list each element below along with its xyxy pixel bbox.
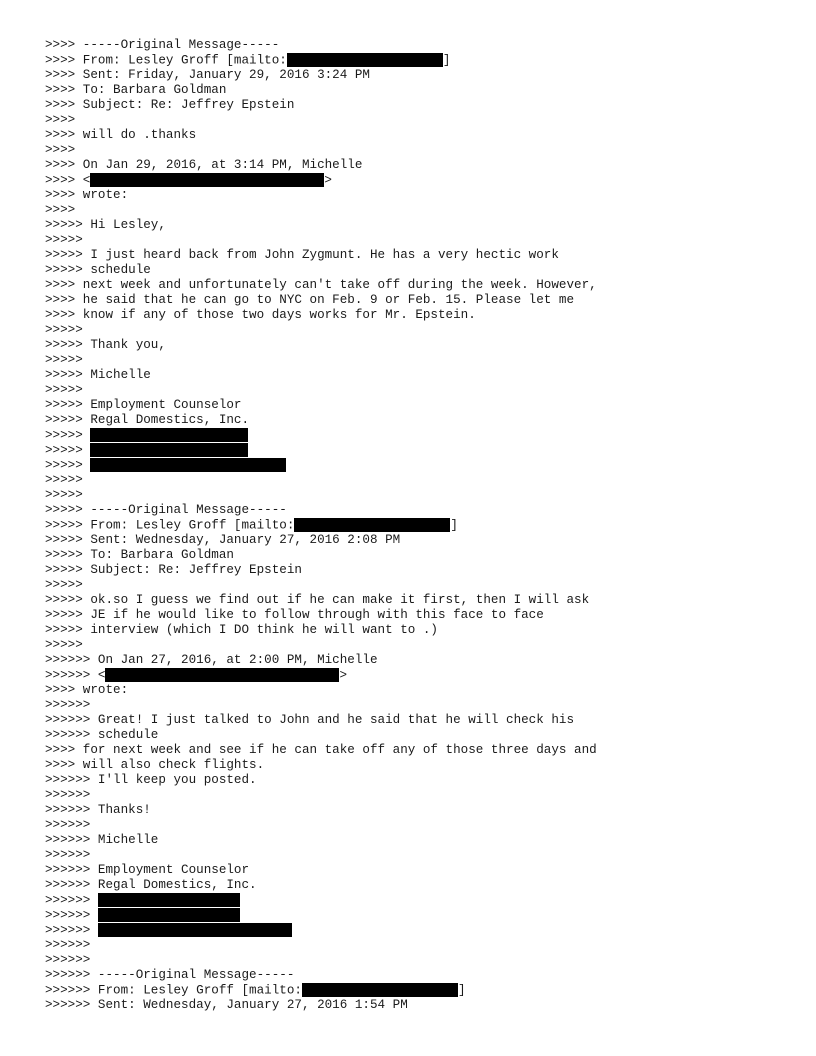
line-text: >>>>> ok.so I guess we find out if he can make it first, then I will ask [45,593,590,607]
email-line [45,848,785,863]
redaction-box [287,53,443,67]
redaction-box [98,923,292,937]
email-line [45,128,785,143]
email-line [45,203,785,218]
line-text: >>>>> Sent: Wednesday, January 27, 2016 2:08 PM [45,533,401,547]
line-text: >>>> -----Original Message----- [45,38,280,52]
email-line [45,113,785,128]
email-line [45,173,785,188]
line-text: >>>>>> [45,938,91,952]
line-text: >>>>> To: Barbara Goldman [45,548,234,562]
email-line [45,488,785,503]
line-text: >>>> To: Barbara Goldman [45,83,227,97]
email-line [45,758,785,773]
email-line [45,953,785,968]
email-line [45,353,785,368]
email-line [45,698,785,713]
email-line [45,518,785,533]
line-text: >>>>>> Thanks! [45,803,151,817]
email-line [45,713,785,728]
redaction-box [90,443,248,457]
line-text: >>>>>> [45,893,98,908]
line-text: > [339,668,348,683]
line-text: >>>> he said that he can go to NYC on Feb. 9 or Feb. 15. Please let me [45,293,575,307]
email-line [45,923,785,938]
email-line [45,233,785,248]
line-text: >>>>> Regal Domestics, Inc. [45,413,250,427]
email-line [45,788,785,803]
line-text: >>>> next week and unfortunately can't take off during the week. However, [45,278,597,292]
line-text: >>>>> [45,488,83,502]
line-text: > [324,173,332,188]
line-text: >>>>> [45,473,83,487]
redaction-box [90,458,286,472]
line-text: >>>>>> Sent: Wednesday, January 27, 2016 1:54 PM [45,998,408,1012]
line-text: >>>>> [45,443,91,458]
email-line [45,218,785,233]
email-line [45,833,785,848]
line-text: >>>>>> -----Original Message----- [45,968,295,982]
line-text: >>>>> [45,233,83,247]
email-line [45,638,785,653]
email-line [45,773,785,788]
line-text: >>>> will do .thanks [45,128,197,142]
redaction-box [294,518,450,532]
line-text: >>>>> From: Lesley Groff [mailto: [45,518,295,533]
line-text: >>>> Sent: Friday, January 29, 2016 3:24 PM [45,68,370,82]
email-line [45,368,785,383]
line-text: >>>>>> Employment Counselor [45,863,250,877]
email-line [45,908,785,923]
line-text: >>>>>> Great! I just talked to John and he said that he will check his [45,713,575,727]
line-text: >>>>>> [45,923,98,938]
email-line [45,38,785,53]
email-line [45,533,785,548]
line-text: >>>>>> From: Lesley Groff [mailto: [45,983,302,998]
line-text: >>>> [45,113,76,127]
email-line [45,878,785,893]
line-text: >>>>>> [45,788,91,802]
email-line [45,53,785,68]
line-text: >>>>>> schedule [45,728,159,742]
email-line [45,653,785,668]
email-line [45,443,785,458]
email-line [45,743,785,758]
email-line [45,143,785,158]
email-line [45,563,785,578]
line-text: >>>>>> Michelle [45,833,159,847]
email-thread [45,38,785,1013]
email-line [45,818,785,833]
line-text: >>>>> [45,353,83,367]
email-line [45,863,785,878]
email-line [45,983,785,998]
line-text: >>>> know if any of those two days works for Mr. Epstein. [45,308,476,322]
email-line [45,398,785,413]
line-text: >>>> wrote: [45,683,129,697]
email-line [45,608,785,623]
line-text: >>>> [45,143,76,157]
email-line [45,968,785,983]
redaction-box [90,428,248,442]
line-text: >>>>> Hi Lesley, [45,218,166,232]
line-text: >>>>>> Regal Domestics, Inc. [45,878,257,892]
email-line [45,548,785,563]
line-text: >>>>>> < [45,668,106,683]
email-line [45,83,785,98]
line-text: >>>> < [45,173,91,188]
email-line [45,308,785,323]
line-text: >>>>>> [45,818,91,832]
email-line [45,683,785,698]
line-text: >>>>> Michelle [45,368,151,382]
line-text: >>>>>> [45,848,91,862]
redaction-box [98,908,240,922]
line-text: >>>>> JE if he would like to follow through with this face to face [45,608,544,622]
line-text: >>>>> Subject: Re: Jeffrey Epstein [45,563,302,577]
email-line [45,938,785,953]
email-line [45,188,785,203]
line-text: >>>>>> On Jan 27, 2016, at 2:00 PM, Michelle [45,653,378,667]
email-line [45,413,785,428]
line-text: >>>>> [45,458,91,473]
email-line [45,623,785,638]
email-line [45,158,785,173]
line-text: >>>>> -----Original Message----- [45,503,287,517]
line-text: >>>> [45,203,76,217]
line-text: >>>>> [45,428,91,443]
line-text: >>>>> [45,383,83,397]
email-line [45,68,785,83]
email-line [45,893,785,908]
line-text: >>>>> [45,638,83,652]
line-text: >>>> From: Lesley Groff [mailto: [45,53,287,68]
email-line [45,293,785,308]
line-text: >>>>> schedule [45,263,151,277]
line-text: >>>> for next week and see if he can take off any of those three days and [45,743,597,757]
email-line [45,248,785,263]
email-line [45,728,785,743]
email-line [45,578,785,593]
email-line [45,98,785,113]
line-text: >>>> will also check flights. [45,758,265,772]
line-text: >>>>>> [45,908,98,923]
redaction-box [98,893,240,907]
email-line [45,803,785,818]
line-text: >>>>> Thank you, [45,338,166,352]
email-line [45,998,785,1013]
line-text: >>>>> [45,578,83,592]
email-line [45,428,785,443]
email-line [45,668,785,683]
line-text: >>>>>> I'll keep you posted. [45,773,257,787]
email-line [45,503,785,518]
line-text: ] [457,983,466,998]
redaction-box [105,668,339,682]
email-line [45,473,785,488]
line-text: ] [442,53,451,68]
email-line [45,278,785,293]
email-line [45,263,785,278]
email-line [45,383,785,398]
redaction-box [302,983,458,997]
email-line [45,593,785,608]
line-text: >>>>> interview (which I DO think he will want to .) [45,623,438,637]
line-text: >>>>>> [45,698,91,712]
email-line [45,323,785,338]
line-text: >>>>> I just heard back from John Zygmunt. He has a very hectic work [45,248,559,262]
line-text: >>>>> Employment Counselor [45,398,242,412]
line-text: >>>> On Jan 29, 2016, at 3:14 PM, Michelle [45,158,363,172]
redaction-box [90,173,324,187]
line-text: >>>>>> [45,953,91,967]
email-line [45,338,785,353]
line-text: >>>> wrote: [45,188,129,202]
line-text: >>>> Subject: Re: Jeffrey Epstein [45,98,295,112]
email-line [45,458,785,473]
line-text: ] [450,518,458,533]
line-text: >>>>> [45,323,83,337]
